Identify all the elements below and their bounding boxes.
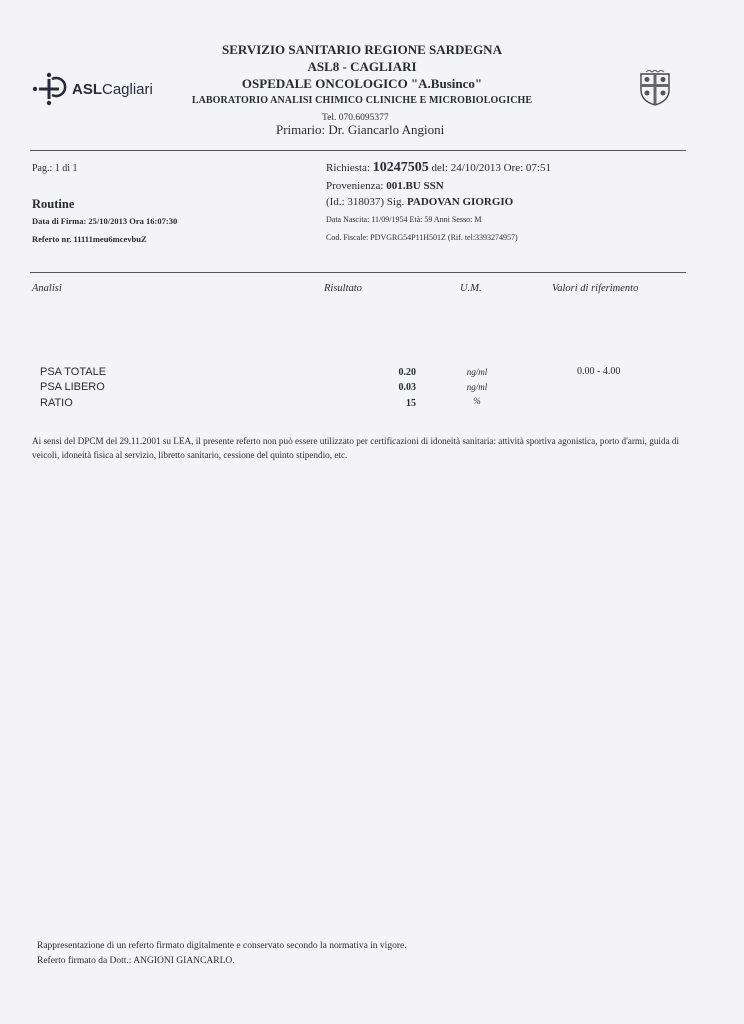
provenance-line xyxy=(326,180,444,192)
patient-id: (Id.: 318037) Sig. xyxy=(326,196,405,208)
col-header-valori: Valori di riferimento xyxy=(552,283,639,294)
header-line-4: LABORATORIO ANALISI CHIMICO CLINICHE E MICROBIOLOGICHE xyxy=(191,95,533,106)
sardinia-seal-icon xyxy=(638,70,672,106)
logo-text: ASLCagliari xyxy=(72,80,153,98)
row-risultato: 0.20 xyxy=(398,367,416,378)
request-label: Richiesta: xyxy=(326,162,370,174)
divider-table xyxy=(30,272,686,273)
col-header-risultato: Risultato xyxy=(324,283,362,294)
footer-signed-by: Referto firmato da Dott.: ANGIONI GIANCARLO. xyxy=(37,956,235,966)
patient-line xyxy=(326,196,513,208)
row-analisi: PSA LIBERO xyxy=(40,381,105,393)
legal-note: Ai sensi del DPCM del 29.11.2001 su LEA, il presente referto non può essere utilizzato per certificazioni di idoneità sanitaria: attività sportiva agonistica, porto d'armi, guida di veicoli, idoneità fisica al servizio, libretto sanitario, cessione del quinto stipendio, etc. xyxy=(32,436,680,460)
page-number: Pag.: 1 di 1 xyxy=(32,163,78,174)
row-um: ng/ml xyxy=(466,382,488,392)
request-date: del: 24/10/2013 Ore: 07:51 xyxy=(431,162,551,174)
header-primario: Primario: Dr. Giancarlo Angioni xyxy=(276,122,445,137)
request-number: 10247505 xyxy=(372,160,429,175)
row-analisi: RATIO xyxy=(40,397,73,409)
provenance-value: 001.BU SSN xyxy=(386,180,444,192)
col-header-analisi: Analisi xyxy=(32,283,62,294)
header-line-1: SERVIZIO SANITARIO REGIONE SARDEGNA xyxy=(222,42,502,57)
header-line-2: ASL8 - CAGLIARI xyxy=(307,59,417,74)
patient-name: PADOVAN GIORGIO xyxy=(406,196,514,208)
divider-top xyxy=(30,150,686,151)
col-header-um: U.M. xyxy=(460,283,482,294)
row-um: ng/ml xyxy=(466,367,488,377)
asl-logo-icon xyxy=(30,72,68,106)
report-number: Referto nr. 11111meu6mcevbuZ xyxy=(32,234,147,244)
tax-code: Cod. Fiscale: PDVGRG54P11H501Z (Rif. tel:3393274957) xyxy=(326,233,518,242)
row-risultato: 0.03 xyxy=(398,382,416,393)
signature-date: Data di Firma: 25/10/2013 Ora 16:07:30 xyxy=(32,216,178,226)
report-type: Routine xyxy=(32,197,75,211)
row-um: % xyxy=(473,396,481,406)
footer-digital-note: Rappresentazione di un referto firmato digitalmente e conservato secondo la normativa in vigore. xyxy=(37,941,407,951)
birth-info: Data Nascita: 11/09/1954 Età: 59 Anni Sesso: M xyxy=(326,215,482,224)
row-riferimento: 0.00 - 4.00 xyxy=(577,366,621,377)
row-analisi: PSA TOTALE xyxy=(40,366,107,378)
provenance-label: Provenienza: xyxy=(326,180,384,192)
request-line xyxy=(326,160,551,176)
asl-logo xyxy=(30,72,153,106)
header-tel: Tel. 070.6095377 xyxy=(322,113,389,123)
row-risultato: 15 xyxy=(406,398,416,409)
header-line-3: OSPEDALE ONCOLOGICO "A.Businco" xyxy=(241,76,483,91)
